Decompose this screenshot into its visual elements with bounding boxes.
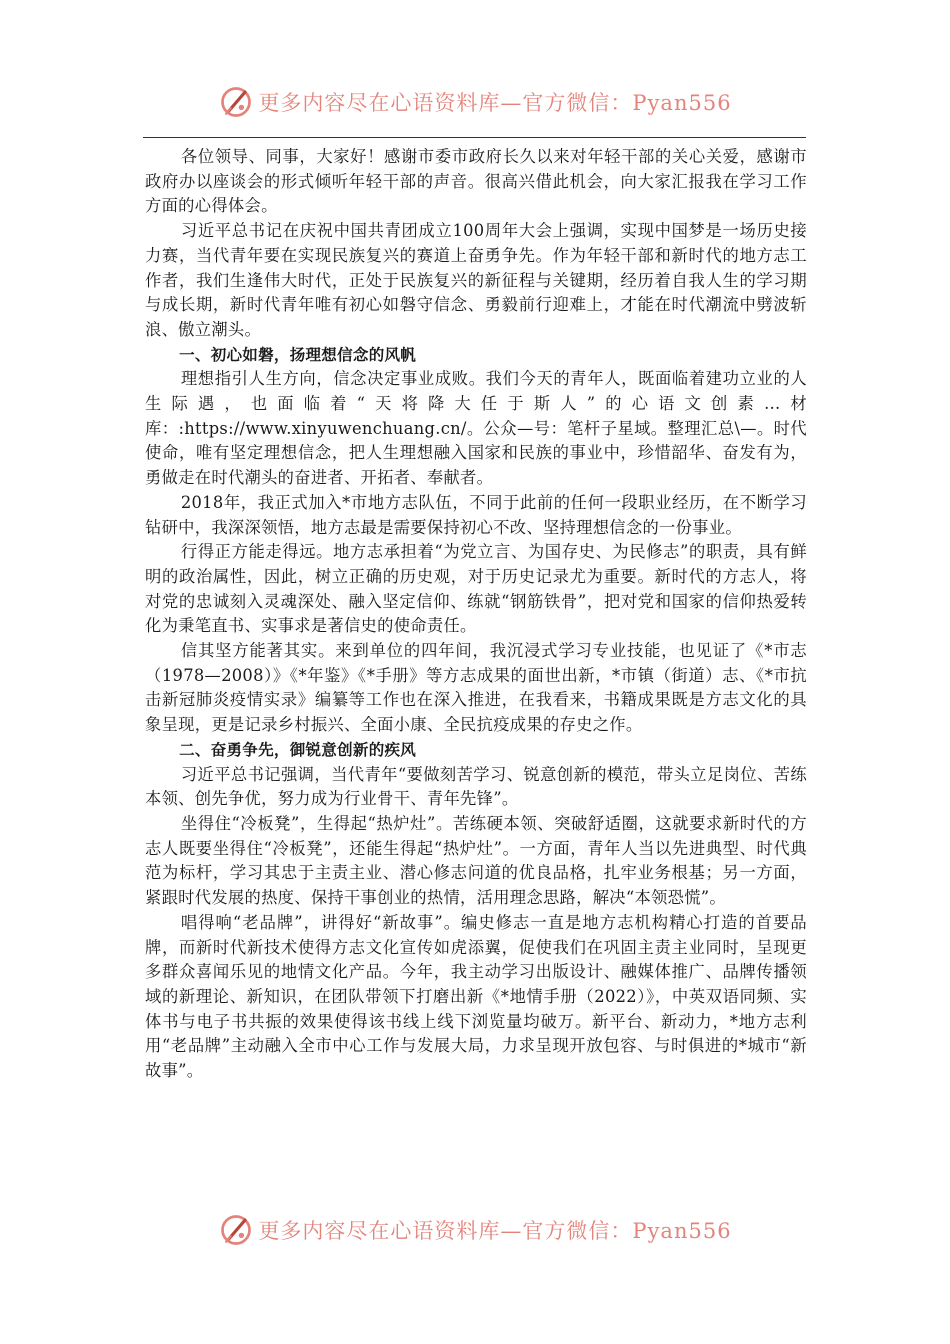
paragraph: 习近平总书记强调，当代青年“要做刻苦学习、锐意创新的模范，带头立足岗位、苦练本领、创先争优，努力成为行业骨干、青年先锋”。	[145, 764, 807, 809]
paragraph: 行得正方能走得远。地方志承担着“为党立言、为国存史、为民修志”的职责，具有鲜明的政治属性，因此，树立正确的历史观，对于历史记录尤为重要。新时代的方志人，将对党的忠诚刻入灵魂深处、融入坚定信仰、练就“钢筋铁骨”，把对党和国家的信仰热爱转化为秉笔直书、实事求是著信史的使命责任。	[145, 542, 807, 636]
footer-banner-text: 更多内容尽在心语资料库—官方微信：Pyan556	[258, 1219, 732, 1243]
brush-logo-icon	[218, 84, 254, 120]
section-heading: 一、初心如磐，扬理想信念的风帆	[179, 345, 417, 364]
paragraph: 2018年，我正式加入*市地方志队伍，不同于此前的任何一段职业经历，在不断学习钻研中，我深深领悟，地方志最是需要保持初心不改、坚持理想信念的一份事业。	[145, 492, 807, 537]
paragraph: 各位领导、同事，大家好！感谢市委市政府长久以来对年轻干部的关心关爱，感谢市政府办以座谈会的形式倾听年轻干部的声音。很高兴借此机会，向大家汇报我在学习工作方面的心得体会。	[145, 147, 807, 216]
paragraph: 习近平总书记在庆祝中国共青团成立100周年大会上强调，实现中国梦是一场历史接力赛，当代青年要在实现民族复兴的赛道上奋勇争先。作为年轻干部和新时代的地方志工作者，我们生逢伟大时代，正处于民族复兴的新征程与关键期，经历着自我人生的学习期与成长期，新时代青年唯有初心如磐守信念、勇毅前行迎难上，才能在时代潮流中劈波斩浪、傲立潮头。	[145, 221, 807, 339]
paragraph: 坐得住“冷板凳”，生得起“热炉灶”。苦练硬本领、突破舒适圈，这就要求新时代的方志人既要坐得住“冷板凳”，还能生得起“热炉灶”。一方面，青年人当以先进典型、时代典范为标杆，学习其忠于主责主业、潜心修志问道的优良品格，扎牢业务根基；另一方面，紧跟时代发展的热度、保持干事创业的热情，活用理念思路，解决“本领恐慌”。	[145, 813, 807, 908]
header-banner-text: 更多内容尽在心语资料库—官方微信：Pyan556	[258, 91, 732, 115]
header-divider	[143, 137, 806, 138]
header-banner	[0, 82, 950, 122]
section-heading: 二、奋勇争先，御锐意创新的疾风	[179, 740, 417, 759]
document-body	[145, 145, 807, 1084]
brush-logo-icon	[218, 1212, 254, 1248]
paragraph: 理想指引人生方向，信念决定事业成败。我们今天的青年人，既面临着建功立业的人生际遇，也面临着“天将降大任于斯人”的心语文创素…材库：:https://www.xinyuwenchuang.cn/。公众—号：笔杆子星域。整理汇总\—。时代使命，唯有坚定理想信念，把人生理想融入国家和民族的事业中，珍惜韶华、奋发有为，勇做走在时代潮头的奋进者、开拓者、奉献者。	[145, 369, 807, 488]
footer-banner	[0, 1210, 950, 1250]
paragraph: 唱得响“老品牌”，讲得好“新故事”。编史修志一直是地方志机构精心打造的首要品牌，而新时代新技术使得方志文化宣传如虎添翼，促使我们在巩固主责主业同时，呈现更多群众喜闻乐见的地情文化产品。今年，我主动学习出版设计、融媒体推广、品牌传播领域的新理论、新知识，在团队带领下打磨出新《*地情手册（2022）》，中英双语同频、实体书与电子书共振的效果使得该书线上线下浏览量均破万。新平台、新动力，*地方志利用“老品牌”主动融入全市中心工作与发展大局，力求呈现开放包容、与时俱进的*城市“新故事”。	[145, 912, 807, 1081]
paragraph: 信其坚方能著其实。来到单位的四年间，我沉浸式学习专业技能，也见证了《*市志（1978—2008）》《*年鉴》《*手册》等方志成果的面世出新，*市镇（街道）志、《*市抗击新冠肺炎疫情实录》编纂等工作也在深入推进，在我看来，书籍成果既是方志文化的具象呈现，更是记录乡村振兴、全面小康、全民抗疫成果的存史之作。	[145, 641, 807, 735]
